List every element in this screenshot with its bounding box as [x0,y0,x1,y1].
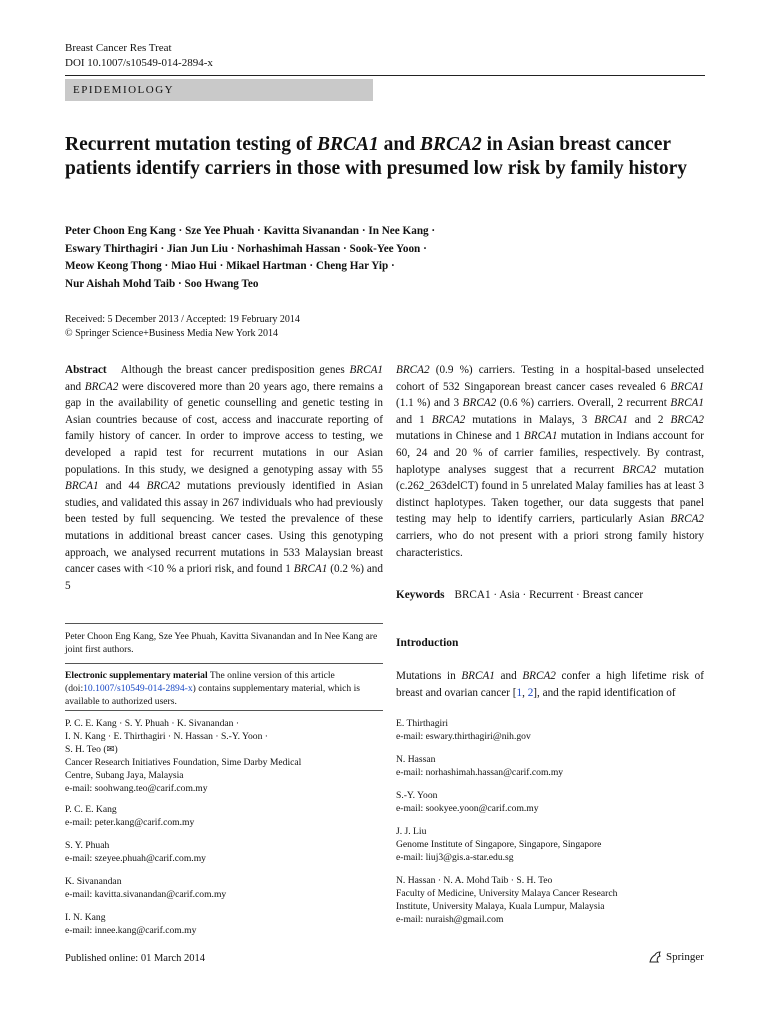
abstract-text: and 44 [98,480,147,493]
keywords [396,589,704,601]
gene: BRCA2 [522,670,556,682]
intro-text: Mutations in [396,670,462,682]
affiliation-line: Genome Institute of Singapore, Singapore, Singapore [396,839,602,850]
abstract-text: (0.6 %) carriers. Overall, 2 recurrent [496,397,671,410]
intro-text: and [494,670,523,682]
introduction-heading: Introduction [396,637,459,649]
abstract-text: and 2 [627,413,671,426]
gene: BRCA1 [65,480,99,493]
abstract-text: (0.9 %) carriers. Testing in a hospital-based unselected cohort of 532 Singaporean breast cancer cases revealed 6 [396,364,704,393]
author-list [65,223,705,293]
affiliation-email: e-mail: soohwang.teo@carif.com.my [65,783,208,794]
affiliation-block [396,717,704,743]
abstract-text: were discovered more than 20 years ago, there remains a gap in the availability of genetic counselling and genetic testing in Asian countries because of cost, access and inaccurate reporting of family history of cancer. In order to improve access to testing, we developed a rapid test for recurrent mutations in our Asian populations. In this study, we designed a genotyping assay with 55 [65,380,383,476]
affiliation-email: e-mail: nuraish@gmail.com [396,914,504,925]
affiliation-email: e-mail: kavitta.sivanandan@carif.com.my [65,889,227,900]
citation-link[interactable]: 1 [516,687,523,699]
affiliation-block [65,875,383,901]
header-rule [65,75,705,76]
affiliation-line: I. N. Kang [65,912,106,923]
article-title [65,133,705,181]
gene: BRCA2 [670,513,704,526]
gene: BRCA2 [146,480,181,493]
affiliation-block [65,803,383,829]
affiliation-block [65,717,383,795]
author-line: Eswary Thirthagiri · Jian Jun Liu · Norhashimah Hassan · Sook-Yee Yoon · [65,242,427,255]
affiliations-right [396,717,704,936]
author-line: Meow Keong Thong · Miao Hui · Mikael Hartman · Cheng Har Yip · [65,260,395,272]
gene: BRCA2 [462,397,497,410]
affiliation-line: N. Hassan · N. A. Mohd Taib · S. H. Teo [396,875,553,886]
affiliation-block [396,753,704,779]
doi: DOI 10.1007/s10549-014-2894-x [65,57,213,69]
affiliation-block [65,911,383,937]
affiliation-line: E. Thirthagiri [396,718,449,729]
abstract-text: mutations in Chinese and 1 [396,430,524,443]
article-dates [65,313,300,341]
abstract-text: (1.1 %) and 3 [396,397,463,410]
keywords-list: BRCA1 · Asia · Recurrent · Breast cancer [454,589,644,601]
footnote-rule [65,623,383,624]
esm-label: Electronic supplementary material [65,670,208,681]
affiliation-line: S. H. Teo (✉) [65,744,118,755]
affiliation-email: e-mail: sookyee.yoon@carif.com.my [396,803,539,814]
affiliation-line: Cancer Research Initiatives Foundation, Sime Darby Medical [65,757,302,768]
affiliation-block [396,789,704,815]
affiliation-email: e-mail: norhashimah.hassan@carif.com.my [396,767,564,778]
journal-name: Breast Cancer Res Treat [65,42,172,54]
abstract-text: and 1 [396,413,432,426]
gene: BRCA1 [670,380,704,393]
footnote-rule [65,663,383,664]
esm-text: ) contains supplementary material, which is available to authorized users. [65,683,360,707]
citation-link[interactable]: 2 [527,687,534,699]
title-text: and [378,134,420,155]
abstract-text: (0.2 %) and 5 [65,563,383,592]
affiliation-block [396,874,704,926]
joint-authors-note: Peter Choon Eng Kang, Sze Yee Phuah, Kavitta Sivanandan and In Nee Kang are joint first authors. [65,631,378,655]
abstract-text: mutation (c.262_263delCT) found in 5 unrelated Malay families has at least 3 distinct haplotypes. Taken together, our data suggests that panel testing may help to identify carriers, particularly Asian [396,463,704,526]
gene: BRCA1 [523,430,558,443]
abstract-text: carriers, who do not present with a priori strong family history characteristics. [396,529,704,559]
keywords-label: Keywords [396,589,445,601]
intro-text: , [522,687,528,699]
publisher-name: Springer [666,951,704,963]
copyright: © Springer Science+Business Media New York 2014 [65,328,278,339]
affiliation-line: Institute, University Malaya, Kuala Lumpur, Malaysia [396,901,605,912]
affiliation-line: S.-Y. Yoon [396,790,438,801]
received-date: Received: 5 December 2013 / Accepted: 19 February 2014 [65,314,300,325]
abstract-right [396,362,704,561]
affiliation-email: e-mail: peter.kang@carif.com.my [65,817,195,828]
gene: BRCA2 [431,413,466,426]
intro-text: confer a high lifetime risk of breast and ovarian cancer [ [396,670,704,699]
abstract-text: and [65,380,85,393]
affiliation-line: Centre, Subang Jaya, Malaysia [65,770,184,781]
gene: BRCA1 [461,670,495,682]
journal-header [65,41,213,71]
gene: BRCA2 [84,380,119,393]
footnote-rule [65,710,383,711]
affiliation-block [65,839,383,865]
affiliation-email: e-mail: szeyee.phuah@carif.com.my [65,853,206,864]
affiliation-email: e-mail: liuj3@gis.a-star.edu.sg [396,852,514,863]
esm-note [65,669,383,708]
affiliation-block [396,825,704,864]
gene: BRCA1 [349,364,383,376]
author-line: Nur Aishah Mohd Taib · Soo Hwang Teo [65,277,259,290]
esm-text: The online version of this article (doi: [65,670,335,694]
abstract-left [65,362,383,594]
gene: BRCA1 [670,397,704,410]
title-text: in Asian breast cancer patients identify carriers in those with presumed low risk by family history [65,134,688,179]
intro-text: ], and the rapid identification of [533,687,676,699]
affiliation-line: K. Sivanandan [65,876,122,887]
abstract-text: mutations previously identified in Asian studies, and validated this assay in 267 individuals who had previously been tested by full sequencing. We tested the prevalence of these mutations in additional breast cancer cases. Using this genotyping approach, we analysed recurrent mutations in 533 Malaysian breast cancer cases with <10 % a priori risk, and found 1 [65,480,383,576]
title-gene: BRCA2 [420,134,482,155]
gene: BRCA1 [293,563,328,576]
affiliation-line: I. N. Kang · E. Thirthagiri · N. Hassan · S.-Y. Yoon · [65,731,268,742]
affiliation-line: J. J. Liu [396,826,427,837]
gene: BRCA2 [396,364,430,376]
abstract-text: mutation in Indians account for 60, 24 and 20 % of carrier families, respectively. By contrast, haplotype analyses suggest that a recurrent [396,430,704,476]
affiliation-line: N. Hassan [396,754,436,765]
affiliation-line: Faculty of Medicine, University Malaya Cancer Research [396,888,618,899]
affiliation-line: P. C. E. Kang [65,804,117,815]
affiliation-line: S. Y. Phuah [65,840,110,851]
affiliation-email: e-mail: eswary.thirthagiri@nih.gov [396,731,531,742]
published-online: Published online: 01 March 2014 [65,953,205,964]
section-tag: EPIDEMIOLOGY [65,79,373,101]
springer-horse-icon [648,950,662,964]
abstract-heading: Abstract [65,364,107,376]
affiliation-email: e-mail: innee.kang@carif.com.my [65,925,197,936]
affiliation-line: P. C. E. Kang · S. Y. Phuah · K. Sivanandan · [65,718,240,729]
gene: BRCA1 [594,413,628,426]
abstract-text: Although the breast cancer predisposition genes [120,364,350,376]
gene: BRCA2 [670,413,705,426]
title-text: Recurrent mutation testing of [65,134,318,155]
author-line: Peter Choon Eng Kang · Sze Yee Phuah · Kavitta Sivanandan · In Nee Kang · [65,225,436,237]
affiliations-left [65,717,383,947]
abstract-text: mutations in Malays, 3 [465,413,595,426]
esm-doi-link[interactable]: 10.1007/s10549-014-2894-x [83,683,193,694]
title-gene: BRCA1 [317,134,379,155]
publisher-logo [648,950,704,964]
gene: BRCA2 [622,463,657,476]
introduction-text [396,668,704,702]
